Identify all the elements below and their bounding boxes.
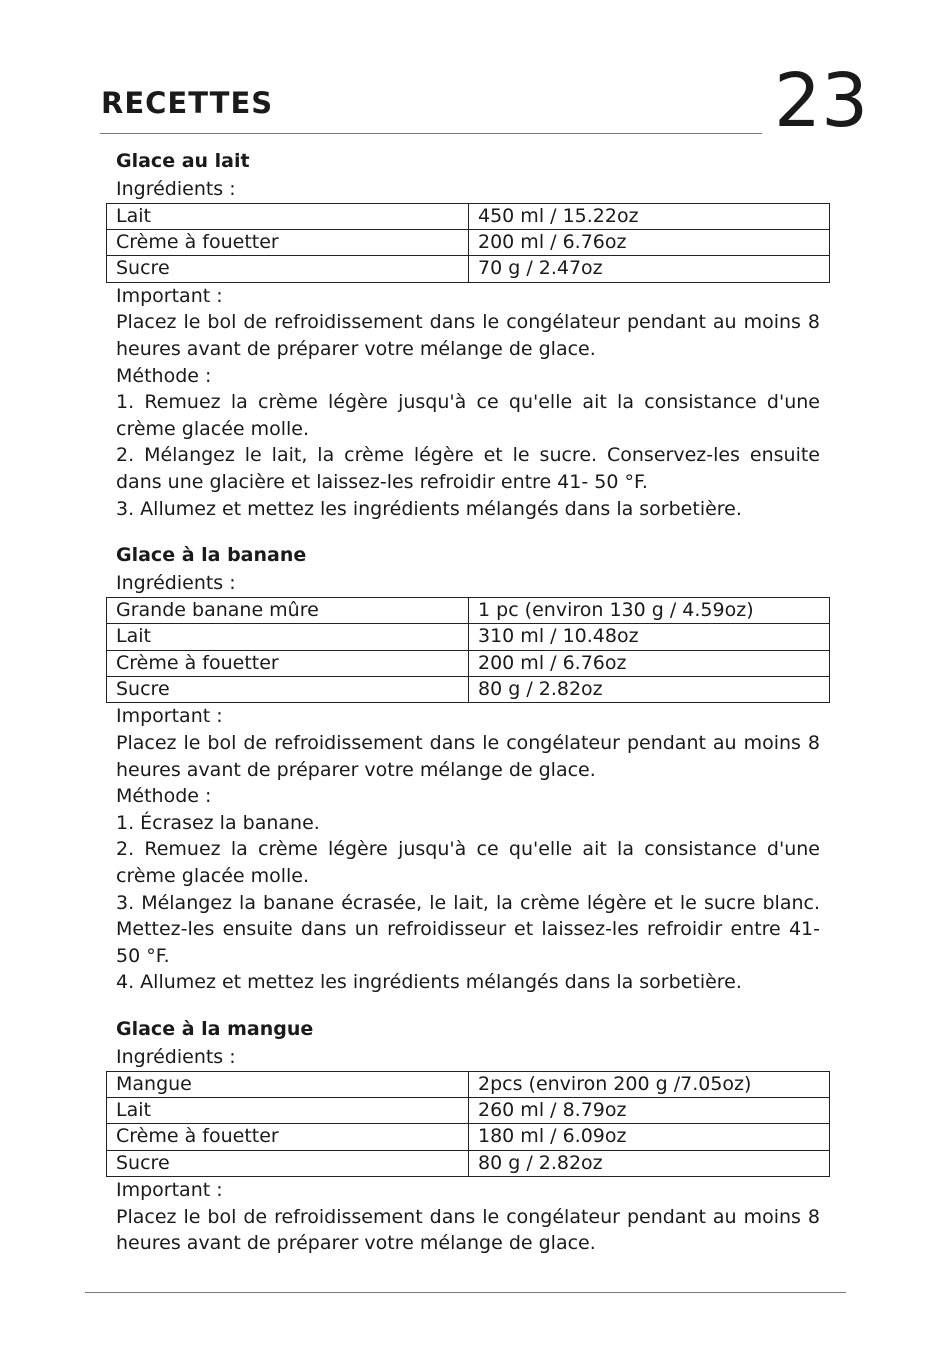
ingredients-label: Ingrédients : [116, 1045, 236, 1068]
method-label: Méthode : [116, 364, 212, 387]
table-row [107, 1097, 830, 1123]
method-step: 2. Remuez la crème légère jusqu'à ce qu'elle ait la consistance d'une crème glacée molle. [116, 838, 820, 887]
table-row [107, 597, 830, 623]
ingredient-name: Lait [107, 624, 469, 650]
important-label: Important : [116, 284, 223, 307]
table-row [107, 624, 830, 650]
ingredient-quantity: 2pcs (environ 200 g /7.05oz) [469, 1071, 830, 1097]
ingredient-quantity: 450 ml / 15.22oz [469, 203, 830, 229]
recipe-glace-a-la-banane [106, 540, 830, 996]
method-step: 3. Mélangez la banane écrasée, le lait, la crème légère et le sucre blanc. Mettez-les ensuite dans un refroidisseur et laissez-les refroidir entre 41-50 °F. [116, 891, 820, 967]
ingredient-quantity: 80 g / 2.82oz [469, 676, 830, 702]
ingredients-table [106, 203, 830, 283]
recipe-glace-au-lait [106, 146, 830, 522]
ingredient-name: Crème à fouetter [107, 230, 469, 256]
ingredients-table [106, 597, 830, 704]
table-row [107, 1150, 830, 1176]
important-label: Important : [116, 705, 223, 728]
table-row [107, 256, 830, 282]
page-title: RECETTES [101, 86, 274, 120]
ingredients-label: Ingrédients : [116, 178, 236, 200]
recipe-title: Glace à la banane [116, 544, 307, 567]
important-text: Placez le bol de refroidissement dans le congélateur pendant au moins 8 heures avant de préparer votre mélange de glace. [116, 731, 820, 781]
ingredient-name: Sucre [107, 256, 469, 282]
method-step: 2. Mélangez le lait, la crème légère et le sucre. Conservez-les ensuite dans une glacière et laissez-les refroidir entre 41- 50 °F. [116, 444, 820, 493]
ingredient-quantity: 310 ml / 10.48oz [469, 624, 830, 650]
footer-divider [85, 1292, 846, 1293]
method-step: 1. Remuez la crème légère jusqu'à ce qu'elle ait la consistance d'une crème glacée molle. [116, 391, 820, 440]
ingredient-quantity: 260 ml / 8.79oz [469, 1097, 830, 1123]
important-text: Placez le bol de refroidissement dans le congélateur pendant au moins 8 heures avant de préparer votre mélange de glace. [116, 1205, 820, 1255]
method-step: 1. Écrasez la banane. [116, 811, 320, 834]
table-row [107, 203, 830, 229]
ingredient-name: Lait [107, 1097, 469, 1123]
ingredient-name: Sucre [107, 676, 469, 702]
recipe-glace-a-la-mangue [106, 1014, 830, 1257]
ingredients-table [106, 1071, 830, 1178]
ingredient-name: Grande banane mûre [107, 597, 469, 623]
page-number: 23 [774, 58, 869, 144]
table-row [107, 230, 830, 256]
ingredients-label: Ingrédients : [116, 572, 236, 595]
ingredient-quantity: 1 pc (environ 130 g / 4.59oz) [469, 597, 830, 623]
important-label: Important : [116, 1179, 223, 1202]
ingredient-quantity: 80 g / 2.82oz [469, 1150, 830, 1176]
recipes-content [106, 146, 830, 1257]
method-step: 4. Allumez et mettez les ingrédients mélangés dans la sorbetière. [116, 971, 742, 994]
table-row [107, 1071, 830, 1097]
method-step: 3. Allumez et mettez les ingrédients mélangés dans la sorbetière. [116, 497, 742, 520]
table-row [107, 650, 830, 676]
ingredient-name: Crème à fouetter [107, 1124, 469, 1150]
ingredient-name: Mangue [107, 1071, 469, 1097]
ingredient-name: Crème à fouetter [107, 650, 469, 676]
ingredient-quantity: 70 g / 2.47oz [469, 256, 830, 282]
ingredient-name: Sucre [107, 1150, 469, 1176]
ingredient-quantity: 200 ml / 6.76oz [469, 230, 830, 256]
method-label: Méthode : [116, 785, 212, 808]
recipe-title: Glace au lait [116, 150, 250, 172]
ingredient-name: Lait [107, 203, 469, 229]
table-row [107, 1124, 830, 1150]
header-divider [100, 133, 762, 134]
table-row [107, 676, 830, 702]
ingredient-quantity: 180 ml / 6.09oz [469, 1124, 830, 1150]
important-text: Placez le bol de refroidissement dans le congélateur pendant au moins 8 heures avant de préparer votre mélange de glace. [116, 311, 820, 360]
recipe-title: Glace à la mangue [116, 1017, 314, 1040]
ingredient-quantity: 200 ml / 6.76oz [469, 650, 830, 676]
